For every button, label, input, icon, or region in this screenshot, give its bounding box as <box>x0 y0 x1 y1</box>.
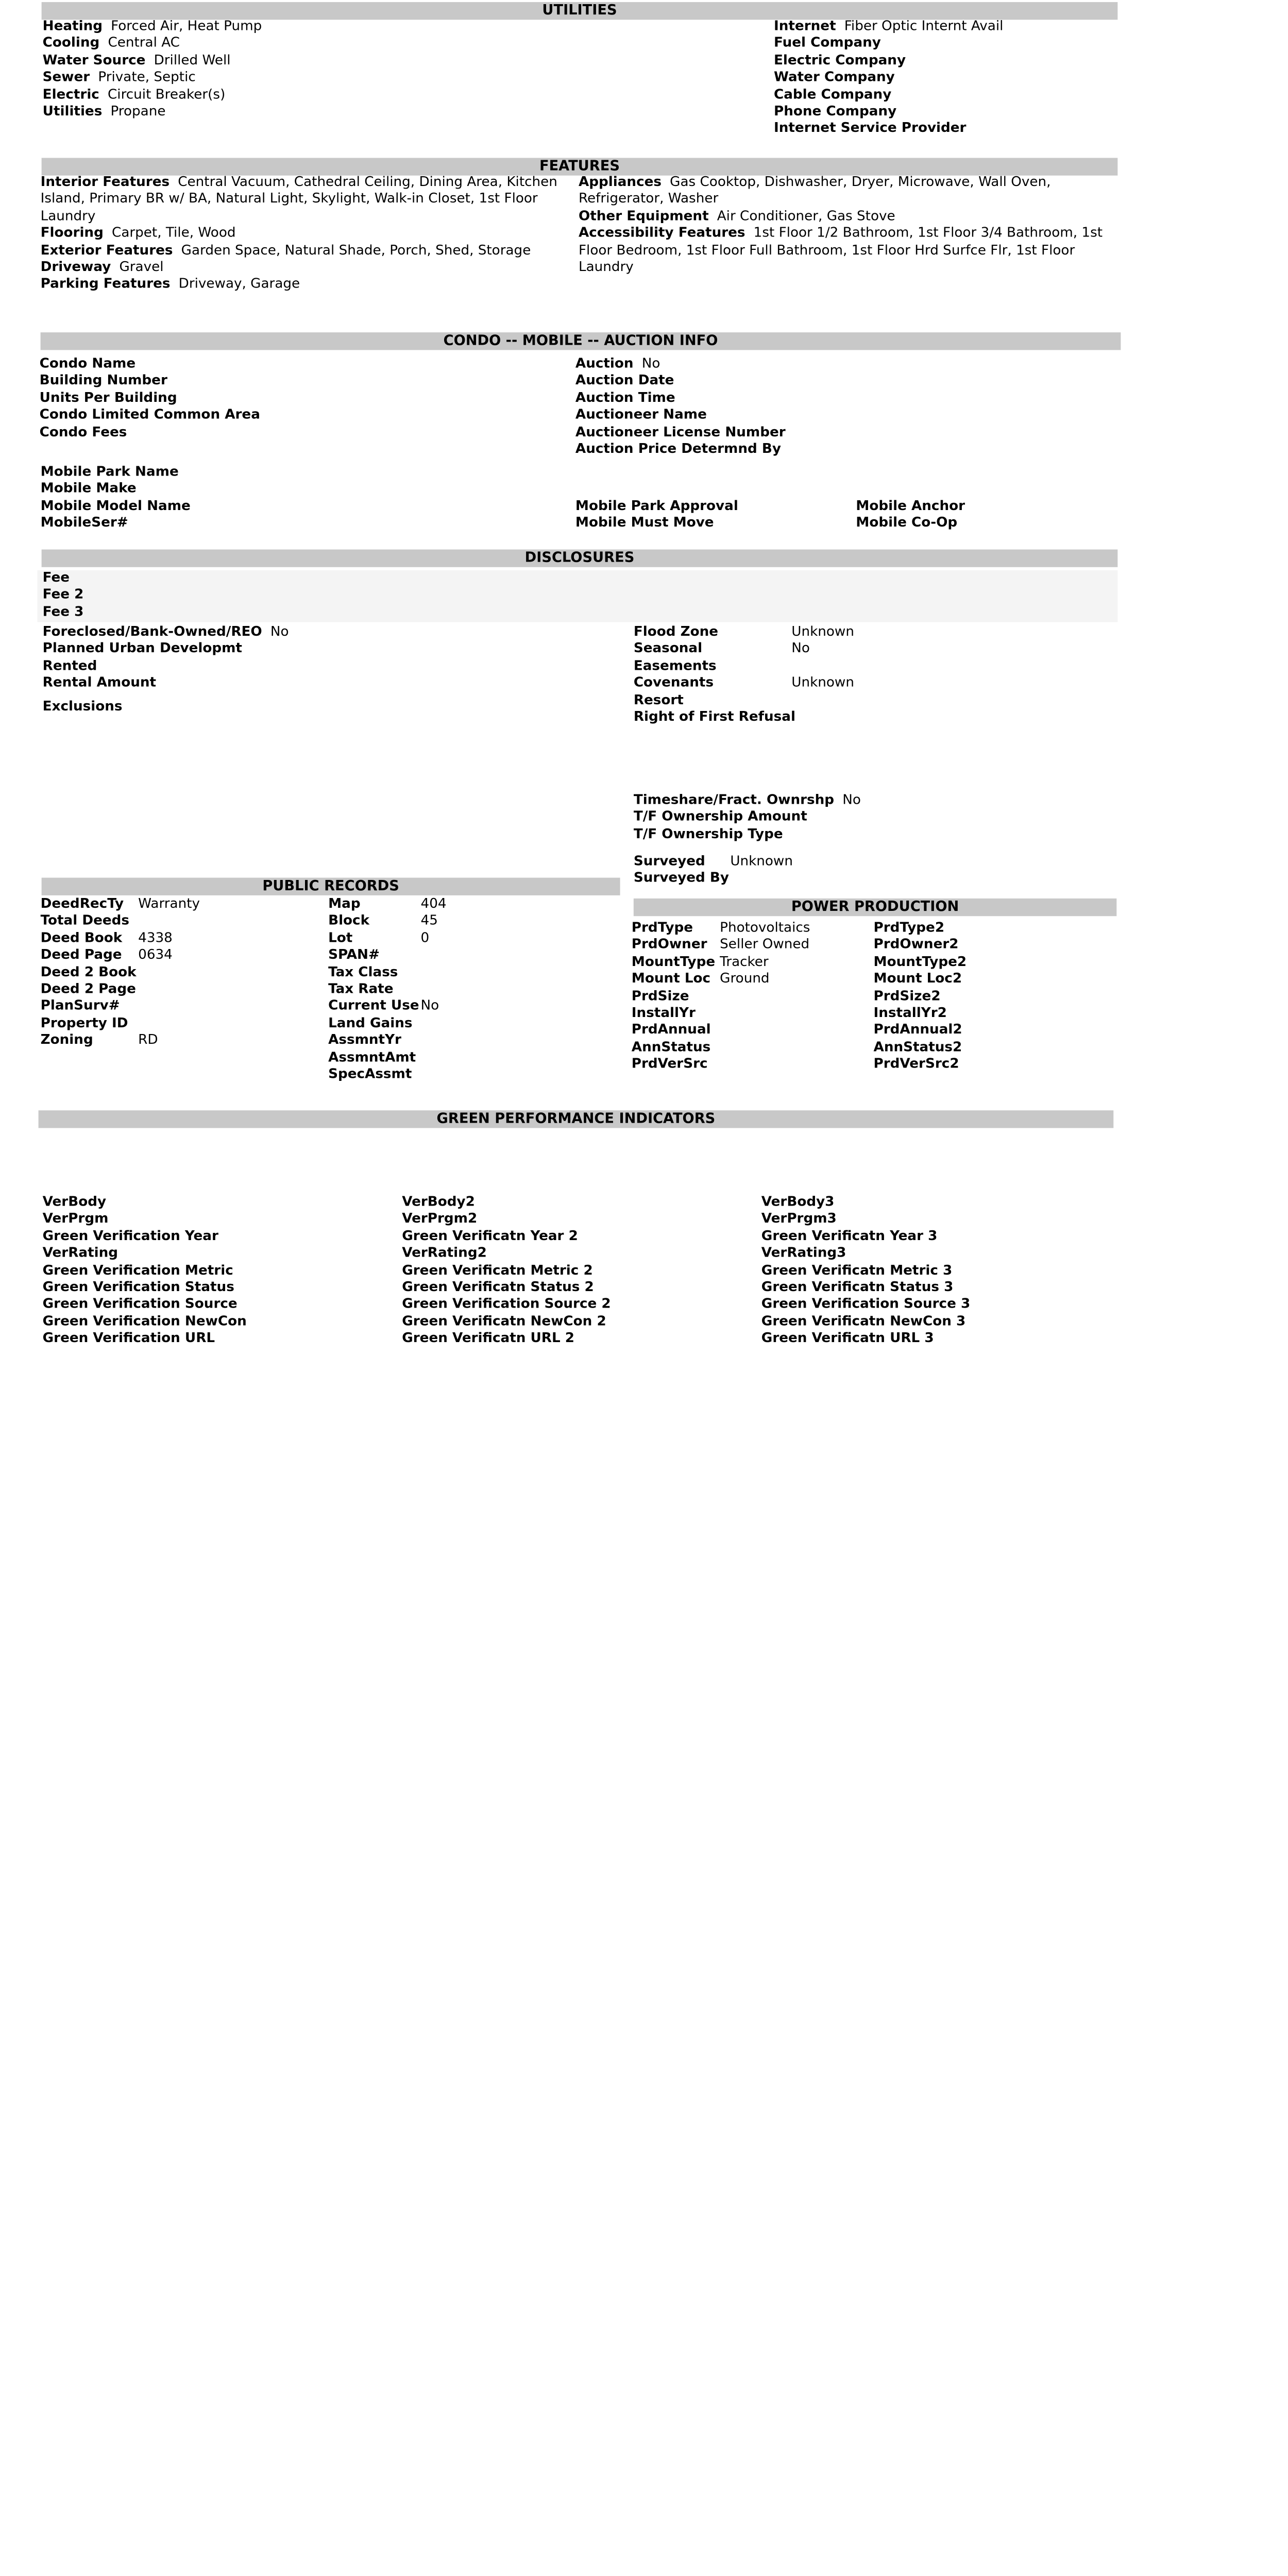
field-row: Cooling Central AC <box>42 36 180 52</box>
features-left <box>41 175 574 294</box>
field-row: Auction Date <box>575 373 674 389</box>
field-row: Auction Price Determnd By <box>575 441 781 457</box>
field-label: Green Verificatn NewCon 3 <box>761 1314 966 1330</box>
field-row: Land Gains <box>328 1015 413 1031</box>
field-label: Condo Fees <box>39 424 127 440</box>
field-label: Green Verificatn URL 3 <box>761 1331 934 1347</box>
field-label: AnnStatus2 <box>873 1039 962 1056</box>
field-row: Zoning RD <box>40 1032 158 1048</box>
field-row: Deed Page 0634 <box>40 947 173 963</box>
field-row: Seasonal No <box>633 641 810 657</box>
utilities-header: UTILITIES <box>42 2 1118 20</box>
field-label: Green Verification Source 2 <box>402 1296 611 1313</box>
condo-header: CONDO -- MOBILE -- AUCTION INFO <box>41 332 1121 350</box>
field-label: Units Per Building <box>39 390 177 406</box>
field-label: VerBody <box>42 1194 107 1210</box>
field-label: Condo Name <box>39 356 136 372</box>
field-row: Deed 2 Book <box>40 964 137 980</box>
field-row: T/F Ownership Amount <box>633 809 807 825</box>
interior-features: Interior Features Central Vacuum, Cathedral Ceiling, Dining Area, Kitchen Island, Primary BR w/ BA, Natural Light, Skylight, Walk-in Closet, 1st Floor Laundry <box>40 174 557 225</box>
field-row: T/F Ownership Type <box>633 826 783 842</box>
field-label: Condo Limited Common Area <box>39 407 260 423</box>
field-row: Electric Company <box>773 53 906 69</box>
field-row: PrdType Photovoltaics <box>631 920 810 936</box>
field-label: VerRating3 <box>761 1245 846 1261</box>
field-label: Mobile Make <box>40 481 137 497</box>
field-row: Tax Rate <box>328 981 394 997</box>
field-row: Right of First Refusal <box>633 709 795 725</box>
field-label: Green Verificatn Metric 2 <box>402 1262 593 1279</box>
field-row: Tax Class <box>328 964 398 980</box>
field-label: Mobile Park Approval <box>575 498 738 514</box>
field-label: Green Verification URL <box>42 1331 215 1347</box>
field-label: Green Verification Source 3 <box>761 1296 971 1313</box>
field-label: VerBody3 <box>761 1194 835 1210</box>
field-label: Mobile Must Move <box>575 515 714 532</box>
field-row: Block 45 <box>328 913 438 929</box>
field-label: Green Verification Metric <box>42 1262 233 1279</box>
field-row: PrdOwner Seller Owned <box>631 937 810 953</box>
field-label: Green Verificatn Status 3 <box>761 1279 954 1296</box>
field-row: Covenants Unknown <box>633 675 854 691</box>
power-header: POWER PRODUCTION <box>634 899 1116 916</box>
green-col-2 <box>402 1195 744 1348</box>
field-row: Internet Fiber Optic Internt Avail <box>773 19 1004 35</box>
field-label: VerPrgm <box>42 1211 109 1227</box>
features-right <box>579 175 1118 277</box>
features-header: FEATURES <box>42 158 1118 175</box>
field-label: Green Verification Status <box>42 1279 234 1296</box>
field-row: Water Source Drilled Well <box>42 53 231 69</box>
field-label: Green Verificatn Year 3 <box>761 1228 938 1244</box>
mobile-left <box>41 464 539 532</box>
fee-label: Fee 2 <box>42 587 84 603</box>
field-label: Green Verificatn URL 2 <box>402 1331 575 1347</box>
field-label: VerBody2 <box>402 1194 475 1210</box>
utilities-left <box>43 19 666 121</box>
field-label: Mobile Anchor <box>856 498 965 514</box>
other-equipment: Other Equipment Air Conditioner, Gas Stove <box>578 208 895 225</box>
field-row: Electric Circuit Breaker(s) <box>42 87 226 103</box>
driveway: Driveway Gravel <box>40 260 164 276</box>
power-right <box>874 920 1113 1074</box>
disclosures-right <box>634 624 1111 726</box>
field-row: Rented <box>42 658 97 674</box>
field-row: Rental Amount <box>42 675 157 691</box>
field-row: InstallYr <box>631 1005 696 1021</box>
exclusions: Exclusions <box>42 699 123 715</box>
field-row: Auction No <box>575 356 660 372</box>
field-label: Building Number <box>39 373 167 389</box>
field-row: Lot 0 <box>328 930 430 946</box>
field-row: PrdSize <box>631 988 689 1004</box>
fee-label: Fee <box>42 570 70 586</box>
field-label: VerRating <box>42 1245 118 1261</box>
field-label: VerRating2 <box>402 1245 487 1261</box>
green-header: GREEN PERFORMANCE INDICATORS <box>39 1110 1114 1128</box>
auction-block <box>575 357 1095 459</box>
field-row: Planned Urban Developmt <box>42 641 242 657</box>
field-label: Mount Loc2 <box>873 971 962 987</box>
field-row: Flood Zone Unknown <box>633 624 854 640</box>
field-row: AssmntYr <box>328 1032 402 1048</box>
field-row: Auctioneer Name <box>575 407 707 423</box>
disclosures-header: DISCLOSURES <box>42 550 1118 567</box>
field-label: MobileSer# <box>40 515 128 531</box>
field-row: PrdAnnual <box>631 1022 711 1038</box>
field-label: PrdSize2 <box>873 988 941 1004</box>
accessibility-features: Accessibility Features 1st Floor 1/2 Bathroom, 1st Floor 3/4 Bathroom, 1st Floor Bedroom, 1st Floor Full Bathroom, 1st Floor Hrd Surfce Flr, 1st Floor Laundry <box>578 225 1103 276</box>
field-row: Water Company <box>773 70 895 86</box>
field-row: Cable Company <box>773 87 892 103</box>
mobile-mid <box>575 499 845 533</box>
public-records-header: PUBLIC RECORDS <box>42 878 620 895</box>
field-row: DeedRecTy Warranty <box>40 896 200 912</box>
field-row: Heating Forced Air, Heat Pump <box>42 19 262 35</box>
field-row: Map 404 <box>328 896 447 912</box>
fees <box>43 570 188 621</box>
field-row: MountType Tracker <box>631 954 769 970</box>
field-label: Green Verification Year <box>42 1228 218 1244</box>
green-col-1 <box>43 1195 385 1348</box>
field-label: PrdVerSrc2 <box>873 1056 959 1073</box>
field-label: PrdAnnual2 <box>873 1022 962 1038</box>
field-row: Deed Book 4338 <box>40 930 173 946</box>
green-col-3 <box>761 1195 1104 1348</box>
utilities-right <box>774 19 1127 138</box>
field-label: Green Verification Source <box>42 1296 238 1313</box>
surveyed <box>634 854 1111 888</box>
exterior-features: Exterior Features Garden Space, Natural Shade, Porch, Shed, Storage <box>40 243 531 259</box>
field-row: Sewer Private, Septic <box>42 70 196 86</box>
field-row: Internet Service Provider <box>773 121 967 137</box>
field-row: Mount Loc Ground <box>631 971 770 987</box>
timeshare <box>634 792 1111 843</box>
mobile-right <box>856 499 1105 533</box>
public-records-left <box>41 896 321 1050</box>
field-row: Foreclosed/Bank-Owned/REO No <box>42 624 289 640</box>
field-row: Utilities Propane <box>42 104 166 120</box>
fee-label: Fee 3 <box>42 604 84 620</box>
field-row: Property ID <box>40 1015 128 1031</box>
field-row: Deed 2 Page <box>40 981 136 997</box>
field-label: Mobile Co-Op <box>856 515 958 532</box>
parking-features: Parking Features Driveway, Garage <box>40 277 300 293</box>
flooring: Flooring Carpet, Tile, Wood <box>40 225 236 242</box>
field-row: Surveyed By <box>633 871 729 887</box>
field-row: Easements <box>633 658 717 674</box>
field-row: Auctioneer License Number <box>575 424 786 440</box>
field-label: InstallYr2 <box>873 1005 947 1021</box>
field-row: Total Deeds <box>40 913 130 929</box>
field-row: Fuel Company <box>773 36 881 52</box>
field-label: Green Verification NewCon <box>42 1314 247 1330</box>
field-row: Phone Company <box>773 104 897 120</box>
field-row: PlanSurv# <box>40 998 120 1014</box>
field-label: VerPrgm2 <box>402 1211 478 1227</box>
field-label: Green Verificatn Metric 3 <box>761 1262 953 1279</box>
field-row: Surveyed Unknown <box>633 854 793 870</box>
appliances: Appliances Gas Cooktop, Dishwasher, Dryer, Microwave, Wall Oven, Refrigerator, Washer <box>578 174 1051 208</box>
field-label: Mobile Model Name <box>40 498 191 514</box>
public-records-right <box>328 896 619 1084</box>
fee-area <box>38 570 1118 622</box>
disclosures-left <box>43 624 583 716</box>
field-label: Mobile Park Name <box>40 464 179 480</box>
field-row: AssmntAmt <box>328 1049 416 1065</box>
field-row: Current Use No <box>328 998 439 1014</box>
field-label: PrdOwner2 <box>873 937 959 953</box>
power-left <box>632 920 871 1074</box>
field-row: SpecAssmt <box>328 1066 412 1082</box>
field-label: Green Verificatn NewCon 2 <box>402 1314 606 1330</box>
field-row: SPAN# <box>328 947 380 963</box>
field-label: VerPrgm3 <box>761 1211 837 1227</box>
field-label: Green Verificatn Status 2 <box>402 1279 594 1296</box>
field-label: MountType2 <box>873 954 967 970</box>
condo-left <box>40 357 538 442</box>
field-label: PrdType2 <box>873 920 945 936</box>
field-row: Timeshare/Fract. Ownrshp No <box>633 792 861 808</box>
field-label: Green Verificatn Year 2 <box>402 1228 578 1244</box>
field-row: AnnStatus <box>631 1039 711 1056</box>
field-row: PrdVerSrc <box>631 1056 708 1073</box>
field-row: Resort <box>633 692 684 708</box>
field-row: Auction Time <box>575 390 675 406</box>
